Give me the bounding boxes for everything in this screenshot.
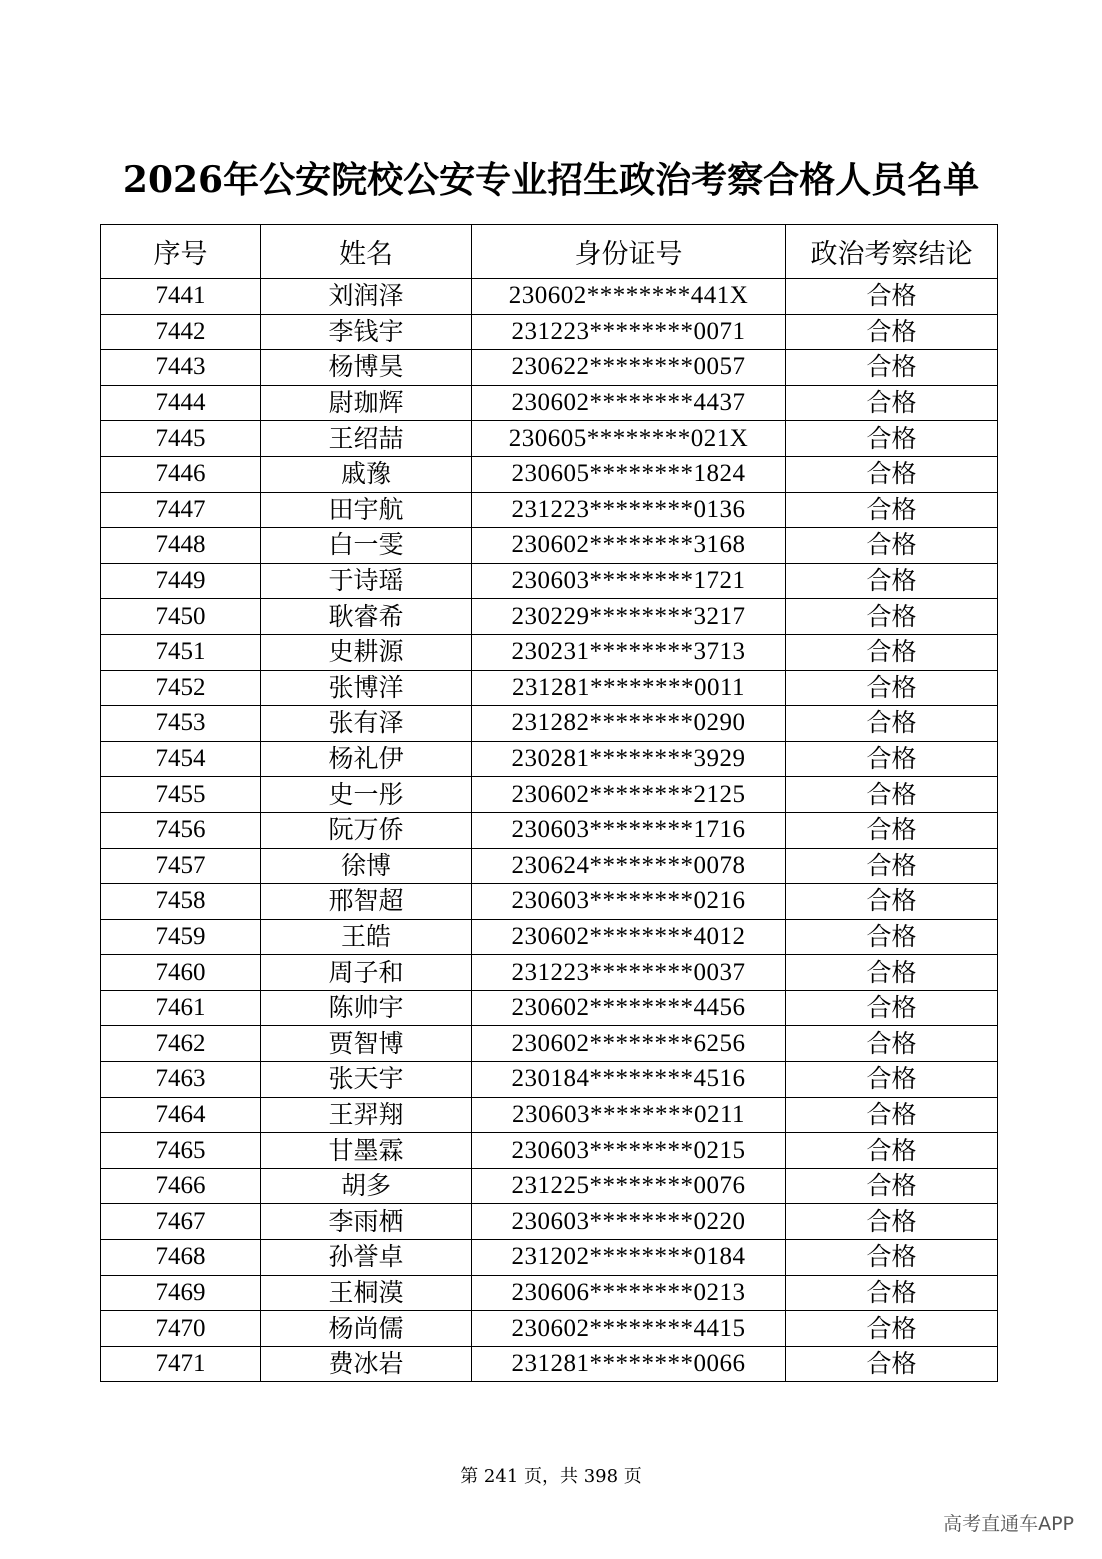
table-row xyxy=(101,1311,998,1347)
cell-name: 白一雯 xyxy=(261,528,472,564)
header-seq: 序号 xyxy=(101,225,261,279)
cell-seq: 7467 xyxy=(101,1204,261,1240)
header-result: 政治考察结论 xyxy=(786,225,998,279)
cell-seq: 7448 xyxy=(101,528,261,564)
cell-result: 合格 xyxy=(786,812,998,848)
cell-name: 刘润泽 xyxy=(261,279,472,315)
cell-name: 周子和 xyxy=(261,955,472,991)
cell-seq: 7454 xyxy=(101,741,261,777)
table-row xyxy=(101,777,998,813)
cell-name: 史耕源 xyxy=(261,634,472,670)
table-row xyxy=(101,314,998,350)
cell-seq: 7447 xyxy=(101,492,261,528)
cell-name: 陈帅宇 xyxy=(261,990,472,1026)
cell-seq: 7451 xyxy=(101,634,261,670)
cell-seq: 7450 xyxy=(101,599,261,635)
cell-result: 合格 xyxy=(786,492,998,528)
cell-name: 尉珈辉 xyxy=(261,385,472,421)
cell-id-number: 230605********1824 xyxy=(472,456,786,492)
table-row xyxy=(101,955,998,991)
cell-result: 合格 xyxy=(786,385,998,421)
table-row xyxy=(101,741,998,777)
table-row xyxy=(101,279,998,315)
table-row xyxy=(101,1204,998,1240)
cell-seq: 7444 xyxy=(101,385,261,421)
cell-name: 李雨栖 xyxy=(261,1204,472,1240)
cell-result: 合格 xyxy=(786,528,998,564)
cell-result: 合格 xyxy=(786,777,998,813)
cell-result: 合格 xyxy=(786,456,998,492)
cell-id-number: 231282********0290 xyxy=(472,706,786,742)
cell-name: 张天宇 xyxy=(261,1062,472,1098)
cell-result: 合格 xyxy=(786,421,998,457)
cell-seq: 7471 xyxy=(101,1346,261,1382)
cell-seq: 7455 xyxy=(101,777,261,813)
cell-name: 王羿翔 xyxy=(261,1097,472,1133)
cell-result: 合格 xyxy=(786,1026,998,1062)
cell-seq: 7469 xyxy=(101,1275,261,1311)
header-id-number: 身份证号 xyxy=(472,225,786,279)
table-body xyxy=(101,279,998,1382)
cell-name: 杨礼伊 xyxy=(261,741,472,777)
cell-id-number: 230602********2125 xyxy=(472,777,786,813)
table-row xyxy=(101,528,998,564)
table-row xyxy=(101,1097,998,1133)
cell-result: 合格 xyxy=(786,599,998,635)
cell-seq: 7460 xyxy=(101,955,261,991)
cell-seq: 7445 xyxy=(101,421,261,457)
table-row xyxy=(101,848,998,884)
cell-id-number: 230602********4456 xyxy=(472,990,786,1026)
cell-name: 徐博 xyxy=(261,848,472,884)
cell-result: 合格 xyxy=(786,314,998,350)
cell-seq: 7458 xyxy=(101,884,261,920)
cell-name: 王桐漠 xyxy=(261,1275,472,1311)
header-row xyxy=(101,225,998,279)
cell-name: 李钱宇 xyxy=(261,314,472,350)
cell-name: 张博洋 xyxy=(261,670,472,706)
cell-id-number: 230602********3168 xyxy=(472,528,786,564)
cell-seq: 7463 xyxy=(101,1062,261,1098)
cell-id-number: 231223********0136 xyxy=(472,492,786,528)
cell-result: 合格 xyxy=(786,670,998,706)
table-header xyxy=(101,225,998,279)
cell-result: 合格 xyxy=(786,706,998,742)
cell-result: 合格 xyxy=(786,919,998,955)
table-row xyxy=(101,599,998,635)
cell-seq: 7456 xyxy=(101,812,261,848)
table-row xyxy=(101,350,998,386)
cell-seq: 7465 xyxy=(101,1133,261,1169)
cell-id-number: 230606********0213 xyxy=(472,1275,786,1311)
cell-seq: 7468 xyxy=(101,1240,261,1276)
cell-id-number: 231281********0066 xyxy=(472,1346,786,1382)
cell-id-number: 230603********1721 xyxy=(472,563,786,599)
cell-name: 戚豫 xyxy=(261,456,472,492)
cell-seq: 7461 xyxy=(101,990,261,1026)
cell-id-number: 231225********0076 xyxy=(472,1168,786,1204)
cell-result: 合格 xyxy=(786,1204,998,1240)
table-row xyxy=(101,385,998,421)
table-row xyxy=(101,919,998,955)
cell-id-number: 230603********1716 xyxy=(472,812,786,848)
cell-seq: 7462 xyxy=(101,1026,261,1062)
cell-name: 胡多 xyxy=(261,1168,472,1204)
cell-name: 邢智超 xyxy=(261,884,472,920)
cell-result: 合格 xyxy=(786,884,998,920)
cell-seq: 7459 xyxy=(101,919,261,955)
cell-seq: 7442 xyxy=(101,314,261,350)
cell-id-number: 230602********441X xyxy=(472,279,786,315)
table-row xyxy=(101,421,998,457)
table-row xyxy=(101,670,998,706)
cell-name: 阮万侨 xyxy=(261,812,472,848)
cell-seq: 7446 xyxy=(101,456,261,492)
cell-seq: 7457 xyxy=(101,848,261,884)
cell-id-number: 230602********4012 xyxy=(472,919,786,955)
cell-id-number: 231281********0011 xyxy=(472,670,786,706)
cell-seq: 7464 xyxy=(101,1097,261,1133)
app-watermark: 高考直通车APP xyxy=(943,1513,1074,1535)
cell-result: 合格 xyxy=(786,279,998,315)
cell-id-number: 231223********0037 xyxy=(472,955,786,991)
table-row xyxy=(101,456,998,492)
table-row xyxy=(101,1240,998,1276)
table-row xyxy=(101,1133,998,1169)
cell-name: 杨博昊 xyxy=(261,350,472,386)
cell-seq: 7470 xyxy=(101,1311,261,1347)
roster-table xyxy=(100,224,998,1382)
cell-id-number: 230622********0057 xyxy=(472,350,786,386)
cell-name: 费冰岩 xyxy=(261,1346,472,1382)
cell-result: 合格 xyxy=(786,1311,998,1347)
table-row xyxy=(101,563,998,599)
cell-id-number: 230603********0216 xyxy=(472,884,786,920)
cell-id-number: 230602********4437 xyxy=(472,385,786,421)
cell-id-number: 230603********0220 xyxy=(472,1204,786,1240)
cell-result: 合格 xyxy=(786,1168,998,1204)
table-row xyxy=(101,884,998,920)
cell-name: 田宇航 xyxy=(261,492,472,528)
cell-name: 王皓 xyxy=(261,919,472,955)
cell-id-number: 230603********0215 xyxy=(472,1133,786,1169)
cell-id-number: 230602********4415 xyxy=(472,1311,786,1347)
cell-seq: 7452 xyxy=(101,670,261,706)
cell-result: 合格 xyxy=(786,1346,998,1382)
table-row xyxy=(101,812,998,848)
cell-id-number: 230603********0211 xyxy=(472,1097,786,1133)
cell-seq: 7453 xyxy=(101,706,261,742)
cell-seq: 7441 xyxy=(101,279,261,315)
cell-seq: 7443 xyxy=(101,350,261,386)
cell-id-number: 230281********3929 xyxy=(472,741,786,777)
header-name: 姓名 xyxy=(261,225,472,279)
cell-name: 于诗瑶 xyxy=(261,563,472,599)
cell-id-number: 231202********0184 xyxy=(472,1240,786,1276)
cell-name: 甘墨霖 xyxy=(261,1133,472,1169)
cell-name: 杨尚儒 xyxy=(261,1311,472,1347)
cell-seq: 7449 xyxy=(101,563,261,599)
cell-result: 合格 xyxy=(786,1133,998,1169)
cell-name: 王绍喆 xyxy=(261,421,472,457)
table-row xyxy=(101,1062,998,1098)
cell-result: 合格 xyxy=(786,955,998,991)
cell-id-number: 230605********021X xyxy=(472,421,786,457)
table-row xyxy=(101,634,998,670)
cell-result: 合格 xyxy=(786,741,998,777)
cell-id-number: 231223********0071 xyxy=(472,314,786,350)
table-row xyxy=(101,1346,998,1382)
cell-name: 史一彤 xyxy=(261,777,472,813)
cell-name: 贾智博 xyxy=(261,1026,472,1062)
cell-name: 孙誉卓 xyxy=(261,1240,472,1276)
cell-id-number: 230602********6256 xyxy=(472,1026,786,1062)
table-row xyxy=(101,706,998,742)
table-row xyxy=(101,1275,998,1311)
table-row xyxy=(101,990,998,1026)
table-row xyxy=(101,1026,998,1062)
table-row xyxy=(101,1168,998,1204)
cell-name: 张有泽 xyxy=(261,706,472,742)
cell-result: 合格 xyxy=(786,563,998,599)
page-title: 2026年公安院校公安专业招生政治考察合格人员名单 xyxy=(122,159,980,201)
cell-id-number: 230229********3217 xyxy=(472,599,786,635)
cell-name: 耿睿希 xyxy=(261,599,472,635)
table-row xyxy=(101,492,998,528)
cell-result: 合格 xyxy=(786,848,998,884)
cell-result: 合格 xyxy=(786,1062,998,1098)
cell-result: 合格 xyxy=(786,990,998,1026)
cell-id-number: 230184********4516 xyxy=(472,1062,786,1098)
cell-seq: 7466 xyxy=(101,1168,261,1204)
page-footer: 第 241 页，共 398 页 xyxy=(460,1466,642,1487)
cell-result: 合格 xyxy=(786,350,998,386)
cell-id-number: 230231********3713 xyxy=(472,634,786,670)
cell-result: 合格 xyxy=(786,1240,998,1276)
cell-result: 合格 xyxy=(786,634,998,670)
cell-id-number: 230624********0078 xyxy=(472,848,786,884)
cell-result: 合格 xyxy=(786,1275,998,1311)
cell-result: 合格 xyxy=(786,1097,998,1133)
